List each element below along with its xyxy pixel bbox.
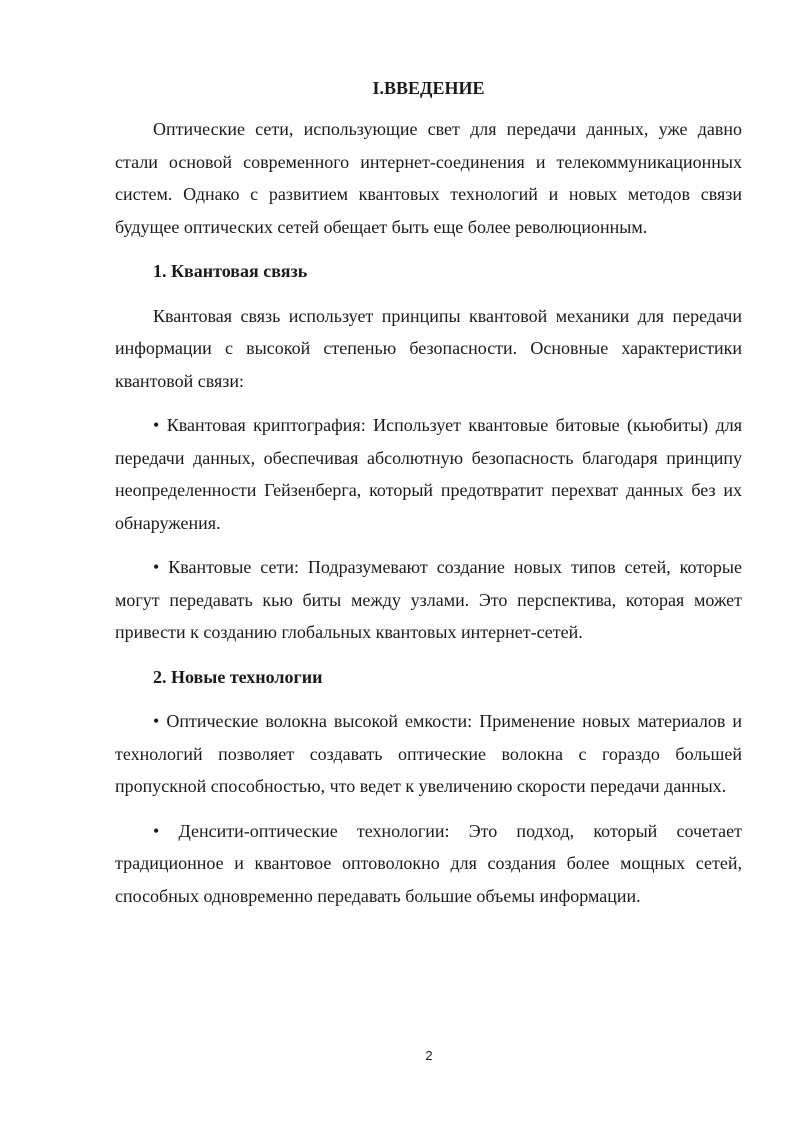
bullet-density-optical-technologies: • Денсити-оптические технологии: Это подход, который сочетает традиционное и квантовое оптоволокно для создания более мощных сетей, способных одновременно передавать большие объемы информации.: [115, 820, 742, 906]
bullet-quantum-cryptography: • Квантовая криптография: Использует квантовые битовые (кьюбиты) для передачи данных, обеспечивая абсолютную безопасность благодаря принципу неопределенности Гейзенберга, который предотвратит перехват данных без их обнаружения.: [115, 415, 742, 533]
section-heading-quantum-communication: 1. Квантовая связь: [153, 261, 308, 281]
page-title: I.ВВЕДЕНИЕ: [372, 78, 485, 98]
page-content: [115, 75, 742, 924]
bullet-quantum-networks: • Квантовые сети: Подразумевают создание новых типов сетей, которые могут передавать кью биты между узлами. Это перспектива, которая может привести к созданию глобальных квантовых интернет-сетей.: [115, 557, 742, 642]
section-heading-new-technologies: 2. Новые технологии: [153, 666, 323, 687]
page-number: 2: [425, 1048, 433, 1063]
section1-paragraph: Квантовая связь использует принципы квантовой механики для передачи информации с высокой степенью безопасности. Основные характеристики квантовой связи:: [115, 305, 742, 391]
bullet-high-capacity-fibers: • Оптические волокна высокой емкости: Применение новых материалов и технологий позволяет создавать оптические волокна с гораздо большей пропускной способностью, что ведет к увеличению скорости передачи данных.: [115, 711, 742, 796]
intro-paragraph: Оптические сети, использующие свет для передачи данных, уже давно стали основой современного интернет-соединения и телекоммуникационных систем. Однако с развитием квантовых технологий и новых методов связи будущее оптических сетей обещает быть еще более революционным.: [115, 119, 742, 237]
